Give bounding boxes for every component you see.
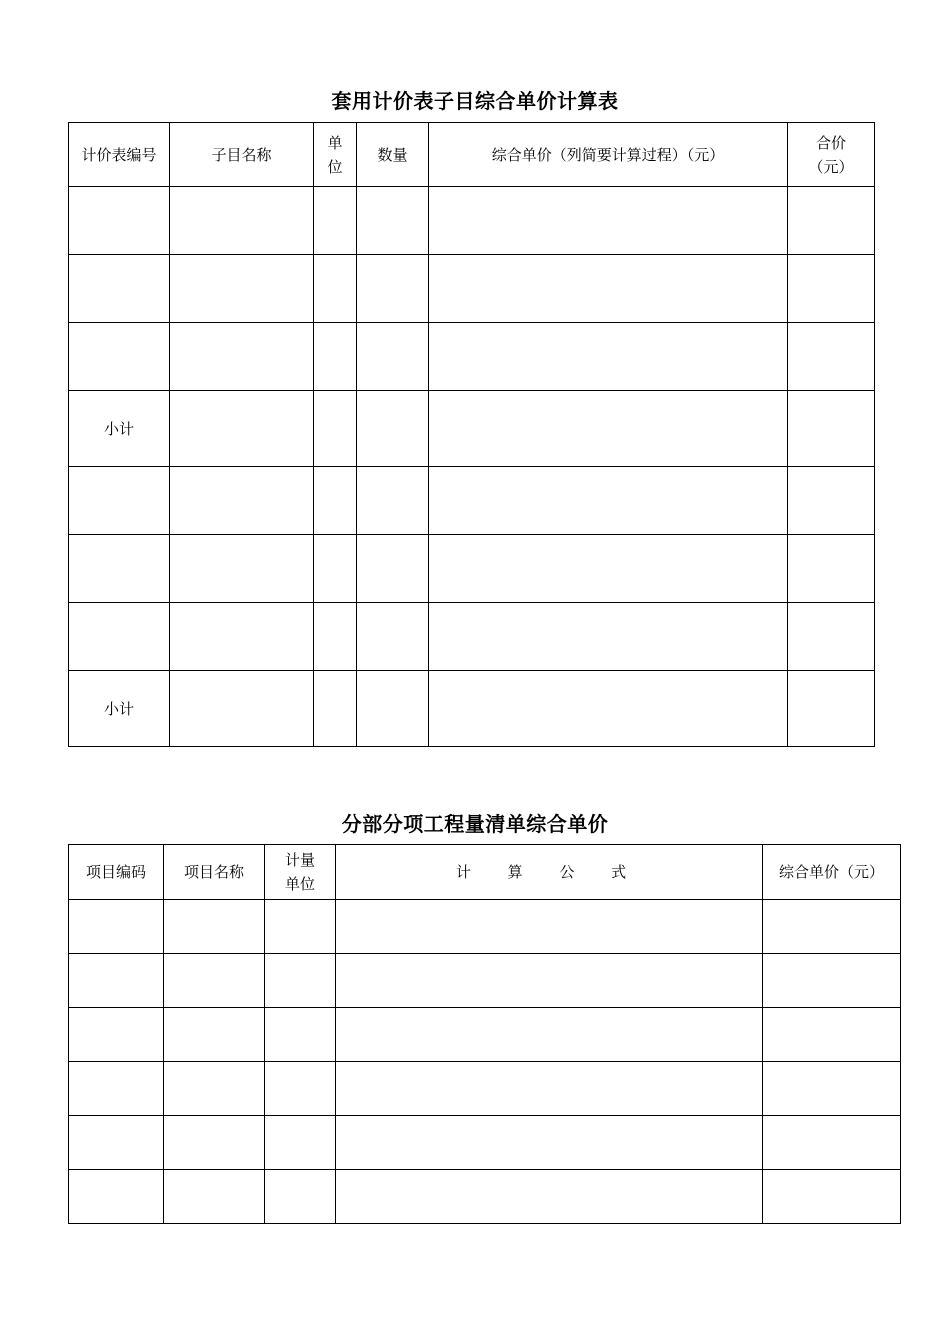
table2-title: 分部分项工程量清单综合单价: [341, 812, 609, 836]
cell-name[interactable]: [170, 603, 314, 671]
table-row: [69, 1170, 901, 1224]
cell-name[interactable]: [170, 323, 314, 391]
cell-qty[interactable]: [357, 467, 429, 535]
header-qty: 数量: [357, 123, 429, 187]
header-unit-line2: 位: [327, 157, 343, 176]
cell-code[interactable]: [69, 603, 170, 671]
cell-unit[interactable]: [314, 535, 357, 603]
cell-unit[interactable]: [314, 323, 357, 391]
cell-item-name[interactable]: [164, 900, 265, 954]
cell-qty[interactable]: [357, 255, 429, 323]
cell-unit-price[interactable]: [763, 900, 901, 954]
cell-item-code[interactable]: [69, 1170, 164, 1224]
cell-price[interactable]: [429, 391, 788, 467]
cell-item-code[interactable]: [69, 1116, 164, 1170]
cell-price[interactable]: [429, 187, 788, 255]
cell-unit-price[interactable]: [763, 954, 901, 1008]
cell-qty[interactable]: [357, 323, 429, 391]
cell-qty[interactable]: [357, 535, 429, 603]
cell-qty[interactable]: [357, 187, 429, 255]
table-row: [69, 467, 875, 535]
cell-item-name[interactable]: [164, 954, 265, 1008]
cell-name[interactable]: [170, 467, 314, 535]
cell-name[interactable]: [170, 187, 314, 255]
cell-formula[interactable]: [336, 1116, 763, 1170]
cell-formula[interactable]: [336, 1170, 763, 1224]
subtotal-label: 小计: [69, 671, 170, 747]
cell-code[interactable]: [69, 467, 170, 535]
cell-unit-price[interactable]: [763, 1170, 901, 1224]
cell-total[interactable]: [788, 467, 875, 535]
cell-measure-unit[interactable]: [265, 1170, 336, 1224]
cell-item-code[interactable]: [69, 954, 164, 1008]
table2-header-row: [69, 845, 901, 900]
cell-formula[interactable]: [336, 1062, 763, 1116]
table-row: [69, 1008, 901, 1062]
cell-formula[interactable]: [336, 1008, 763, 1062]
header-measure-unit-line1: 计量: [284, 851, 315, 869]
cell-measure-unit[interactable]: [265, 1008, 336, 1062]
cell-formula[interactable]: [336, 900, 763, 954]
table-row: [69, 255, 875, 323]
table-row: [69, 1062, 901, 1116]
cell-measure-unit[interactable]: [265, 954, 336, 1008]
cell-item-name[interactable]: [164, 1116, 265, 1170]
subtotal-label: 小计: [69, 391, 170, 467]
cell-unit-price[interactable]: [763, 1008, 901, 1062]
cell-item-code[interactable]: [69, 1008, 164, 1062]
cell-unit[interactable]: [314, 255, 357, 323]
cell-unit[interactable]: [314, 187, 357, 255]
table-row: [69, 535, 875, 603]
cell-measure-unit[interactable]: [265, 1116, 336, 1170]
header-formula: 计 算 公 式: [336, 845, 763, 900]
cell-qty[interactable]: [357, 671, 429, 747]
cell-total[interactable]: [788, 187, 875, 255]
cell-measure-unit[interactable]: [265, 900, 336, 954]
cell-total[interactable]: [788, 323, 875, 391]
table-row: [69, 1116, 901, 1170]
subtotal-row: [69, 391, 875, 467]
header-item-name: 项目名称: [164, 845, 265, 900]
table1-title: 套用计价表子目综合单价计算表: [331, 89, 619, 113]
cell-total[interactable]: [788, 671, 875, 747]
cell-item-name[interactable]: [164, 1008, 265, 1062]
header-total-line2: （元）: [808, 157, 854, 176]
header-measure-unit: [265, 845, 336, 900]
cell-total[interactable]: [788, 391, 875, 467]
subtotal-row: [69, 671, 875, 747]
cell-price[interactable]: [429, 255, 788, 323]
header-unit-price: 综合单价（元）: [763, 845, 901, 900]
cell-code[interactable]: [69, 255, 170, 323]
cell-item-name[interactable]: [164, 1062, 265, 1116]
cell-item-code[interactable]: [69, 900, 164, 954]
table-row: [69, 603, 875, 671]
cell-item-name[interactable]: [164, 1170, 265, 1224]
cell-total[interactable]: [788, 603, 875, 671]
cell-unit[interactable]: [314, 467, 357, 535]
header-unit-line1: 单: [327, 133, 343, 152]
cell-unit[interactable]: [314, 603, 357, 671]
header-price: 综合单价（列简要计算过程）（元）: [429, 123, 788, 187]
cell-code[interactable]: [69, 187, 170, 255]
table-row: [69, 900, 901, 954]
table-row: [69, 954, 901, 1008]
cell-price[interactable]: [429, 323, 788, 391]
header-name: 子目名称: [170, 123, 314, 187]
cell-unit-price[interactable]: [763, 1062, 901, 1116]
cell-name[interactable]: [170, 391, 314, 467]
cell-formula[interactable]: [336, 954, 763, 1008]
cell-total[interactable]: [788, 255, 875, 323]
cell-name[interactable]: [170, 535, 314, 603]
cell-unit[interactable]: [314, 391, 357, 467]
table-row: [69, 323, 875, 391]
cell-price[interactable]: [429, 603, 788, 671]
cell-item-code[interactable]: [69, 1062, 164, 1116]
table-row: [69, 187, 875, 255]
header-code: 计价表编号: [69, 123, 170, 187]
table1-header-row: [69, 123, 875, 187]
header-measure-unit-line2: 单位: [284, 875, 315, 893]
bill-of-quantities-table: [68, 844, 901, 1224]
header-unit: [314, 123, 357, 187]
cell-price[interactable]: [429, 467, 788, 535]
cell-qty[interactable]: [357, 603, 429, 671]
header-item-code: 项目编码: [69, 845, 164, 900]
header-total-line1: 合价: [815, 133, 846, 152]
cell-price[interactable]: [429, 671, 788, 747]
cell-unit-price[interactable]: [763, 1116, 901, 1170]
cell-price[interactable]: [429, 535, 788, 603]
cell-qty[interactable]: [357, 391, 429, 467]
cell-code[interactable]: [69, 323, 170, 391]
cell-name[interactable]: [170, 671, 314, 747]
cell-total[interactable]: [788, 535, 875, 603]
unit-price-calc-table: [68, 122, 875, 747]
header-total: [788, 123, 875, 187]
cell-name[interactable]: [170, 255, 314, 323]
cell-code[interactable]: [69, 535, 170, 603]
cell-unit[interactable]: [314, 671, 357, 747]
cell-measure-unit[interactable]: [265, 1062, 336, 1116]
